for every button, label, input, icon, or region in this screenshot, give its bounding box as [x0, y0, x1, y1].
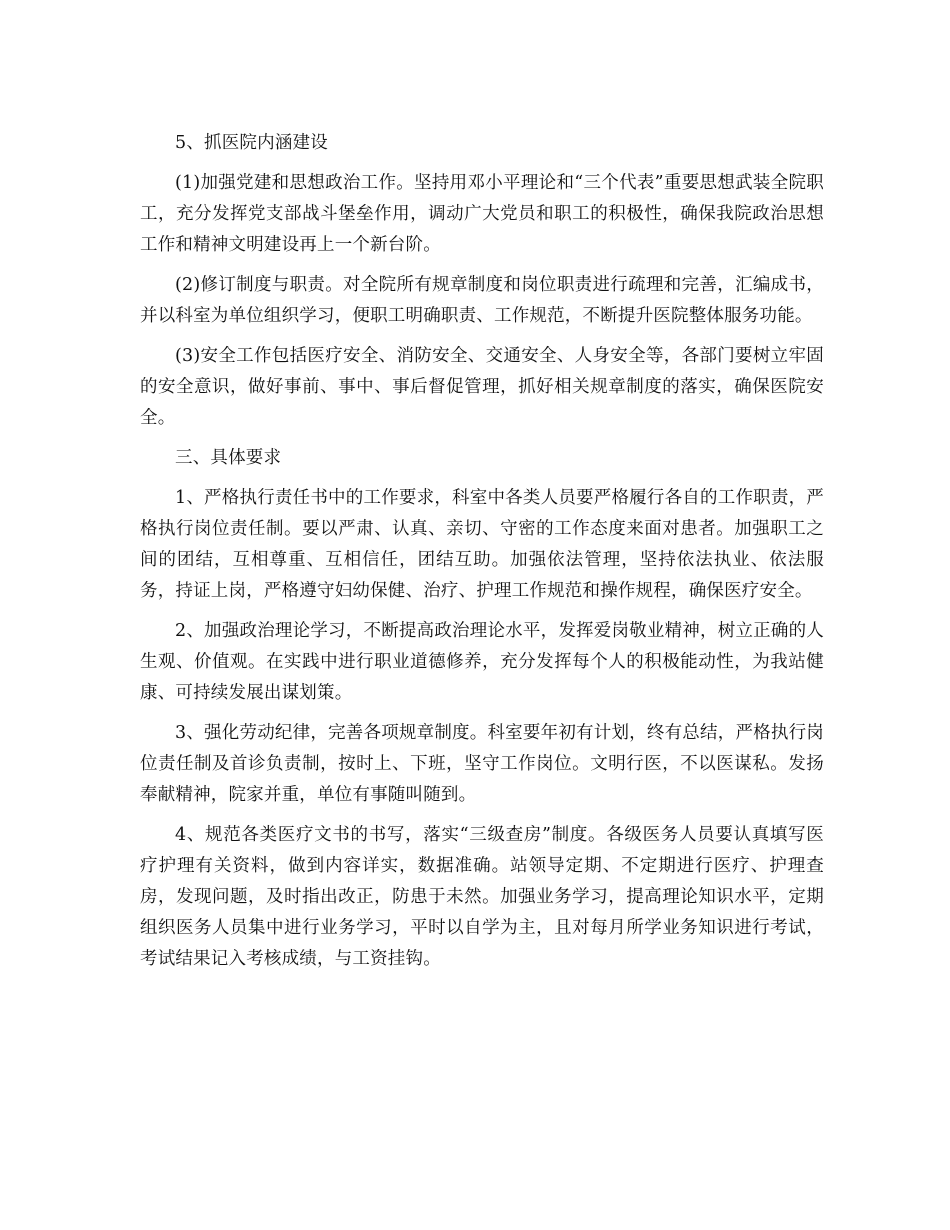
section-heading-specific-requirements: 三、具体要求	[175, 448, 282, 468]
paragraph-requirement-4: 4、规范各类医疗文书的书写，落实“三级查房”制度。各级医务人员要认真填写医疗护理有关资料，做到内容详实，数据准确。站领导定期、不定期进行医疗、护理查房，发现问题，及时指出改正，防患于未然。加强业务学习，提高理论知识水平，定期组织医务人员集中进行业务学习，平时以自学为主，且对每月所学业务知识进行考试，考试结果记入考核成绩，与工资挂钩。	[140, 825, 824, 969]
paragraph-rules-revision: (2)修订制度与职责。对全院所有规章制度和岗位职责进行疏理和完善，汇编成书，并以科室为单位组织学习，便职工明确职责、工作规范，不断提升医院整体服务功能。	[140, 275, 824, 326]
paragraph-safety-work: (3)安全工作包括医疗安全、消防安全、交通安全、人身安全等，各部门要树立牢固的安全意识，做好事前、事中、事后督促管理，抓好相关规章制度的落实，确保医院安全。	[140, 346, 824, 428]
section-heading-hospital-connotation: 5、抓医院内涵建设	[175, 133, 328, 153]
paragraph-requirement-2: 2、加强政治理论学习，不断提高政治理论水平，发挥爱岗敬业精神，树立正确的人生观、价值观。在实践中进行职业道德修养，充分发挥每个人的积极能动性，为我站健康、可持续发展出谋划策。	[140, 621, 824, 703]
paragraph-requirement-1: 1、严格执行责任书中的工作要求，科室中各类人员要严格履行各自的工作职责，严格执行岗位责任制。要以严肃、认真、亲切、守密的工作态度来面对患者。加强职工之间的团结，互相尊重、互相信任，团结互助。加强依法管理，坚持依法执业、依法服务，持证上岗，严格遵守妇幼保健、治疗、护理工作规范和操作规程，确保医疗安全。	[140, 488, 824, 601]
paragraph-party-building: (1)加强党建和思想政治工作。坚持用邓小平理论和“三个代表”重要思想武装全院职工，充分发挥党支部战斗堡垒作用，调动广大党员和职工的积极性，确保我院政治思想工作和精神文明建设再上一个新台阶。	[140, 173, 824, 255]
paragraph-requirement-3: 3、强化劳动纪律，完善各项规章制度。科室要年初有计划，终有总结，严格执行岗位责任制及首诊负责制，按时上、下班，坚守工作岗位。文明行医，不以医谋私。发扬奉献精神，院家并重，单位有事随叫随到。	[140, 723, 824, 805]
document-body	[140, 128, 824, 984]
